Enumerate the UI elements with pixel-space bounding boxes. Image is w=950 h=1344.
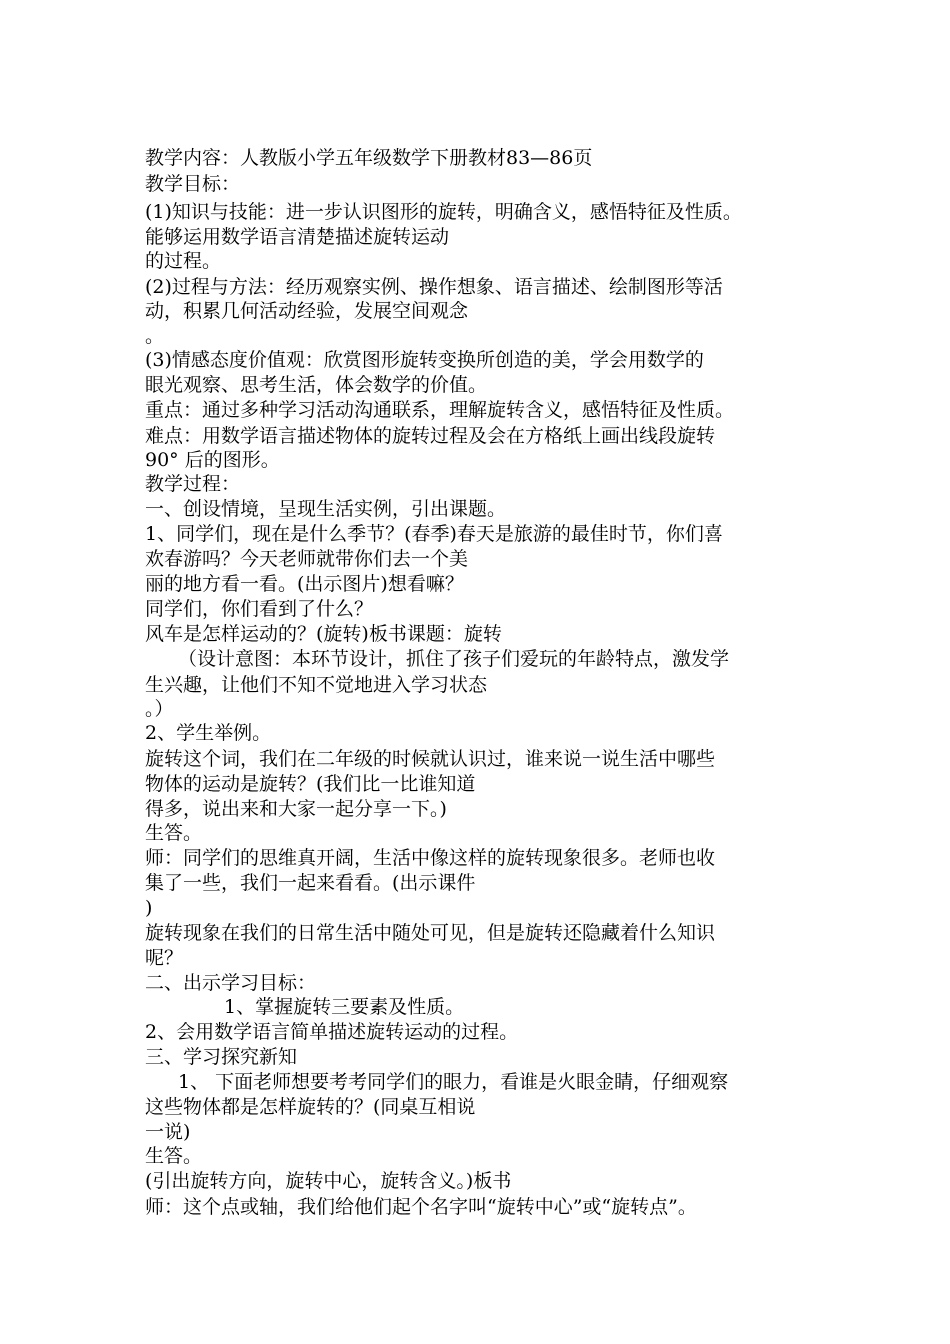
difficulty-line-2: 90° 后的图形。 (145, 449, 280, 471)
paragraph-line: 风车是怎样运动的？(旋转)板书课题：旋转 (145, 623, 502, 645)
paragraph-line: 得多，说出来和大家一起分享一下。) (145, 798, 447, 820)
goal-item-2: 2、会用数学语言简单描述旋转运动的过程。 (145, 1021, 519, 1043)
paragraph-line: 1、 下面老师想要考考同学们的眼力，看谁是火眼金睛，仔细观察 (178, 1071, 729, 1093)
goal-item-1: 1、掌握旋转三要素及性质。 (224, 996, 465, 1018)
difficulty-line: 难点：用数学语言描述物体的旋转过程及会在方格纸上画出线段旋转 (145, 425, 716, 447)
section-three-heading: 三、学习探究新知 (145, 1046, 298, 1068)
section-two-heading: 二、出示学习目标： (145, 972, 317, 994)
design-intent-line: （设计意图：本环节设计，抓住了孩子们爱玩的年龄特点，激发学 (178, 648, 730, 670)
section-one-heading: 一、创设情境，呈现生活实例，引出课题。 (145, 498, 507, 520)
paragraph-line: 同学们，你们看到了什么？ (145, 598, 374, 620)
goal-process-line-2: 动，积累几何活动经验，发展空间观念 (145, 300, 469, 322)
teaching-content-line: 教学内容：人教版小学五年级数学下册教材83—86页 (145, 147, 593, 169)
paragraph-line: 集了一些，我们一起来看看。(出示课件 (145, 872, 476, 894)
key-point-line: 重点：通过多种学习活动沟通联系，理解旋转含义，感悟特征及性质。 (145, 399, 735, 421)
goal-knowledge-line: (1)知识与技能：进一步认识图形的旋转，明确含义，感悟特征及性质。 (145, 201, 742, 223)
paragraph-line: 物体的运动是旋转？(我们比一比谁知道 (145, 773, 476, 795)
paragraph-line: 欢春游吗？今天老师就带你们去一个美 (145, 548, 469, 570)
paragraph-line: 呢？ (145, 947, 184, 969)
paragraph-line: 生答。 (145, 822, 203, 844)
paragraph-line: 丽的地方看一看。(出示图片)想看嘛？ (145, 573, 464, 595)
paragraph-line: ) (145, 897, 153, 919)
paragraph-line: 生答。 (145, 1145, 203, 1167)
goal-knowledge-line-3: 的过程。 (145, 250, 222, 272)
paragraph-line: 师：同学们的思维真开阔，生活中像这样的旋转现象很多。老师也收 (145, 847, 716, 869)
design-intent-line-2: 生兴趣，让他们不知不觉地进入学习状态 (145, 674, 488, 696)
paragraph-line: (引出旋转方向，旋转中心，旋转含义。)板书 (145, 1170, 512, 1192)
paragraph-line: 1、同学们，现在是什么季节？(春季)春天是旅游的最佳时节，你们喜 (145, 523, 723, 545)
paragraph-line: 师：这个点或轴，我们给他们起个名字叫“旋转中心”或“旋转点”。 (145, 1196, 697, 1218)
goal-emotion-line-2: 眼光观察、思考生活，体会数学的价值。 (145, 374, 488, 396)
paragraph-line: 一说) (145, 1121, 191, 1143)
paragraph-line: 这些物体都是怎样旋转的？(同桌互相说 (145, 1096, 476, 1118)
paragraph-line: 旋转这个词，我们在二年级的时候就认识过，谁来说一说生活中哪些 (145, 748, 716, 770)
goal-emotion-line: (3)情感态度价值观：欣赏图形旋转变换所创造的美，学会用数学的 (145, 349, 704, 371)
teaching-goals-heading: 教学目标： (145, 173, 241, 195)
teaching-process-heading: 教学过程： (145, 473, 241, 495)
design-intent-line-3: 。） (145, 698, 174, 720)
goal-knowledge-line-2: 能够运用数学语言清楚描述旋转运动 (145, 226, 450, 248)
goal-process-line: (2)过程与方法：经历观察实例、操作想象、语言描述、绘制图形等活 (145, 276, 723, 298)
goal-process-line-3: 。 (145, 325, 165, 347)
paragraph-line: 旋转现象在我们的日常生活中随处可见，但是旋转还隐藏着什么知识 (145, 922, 716, 944)
section-two-item-heading: 2、学生举例。 (145, 722, 272, 744)
